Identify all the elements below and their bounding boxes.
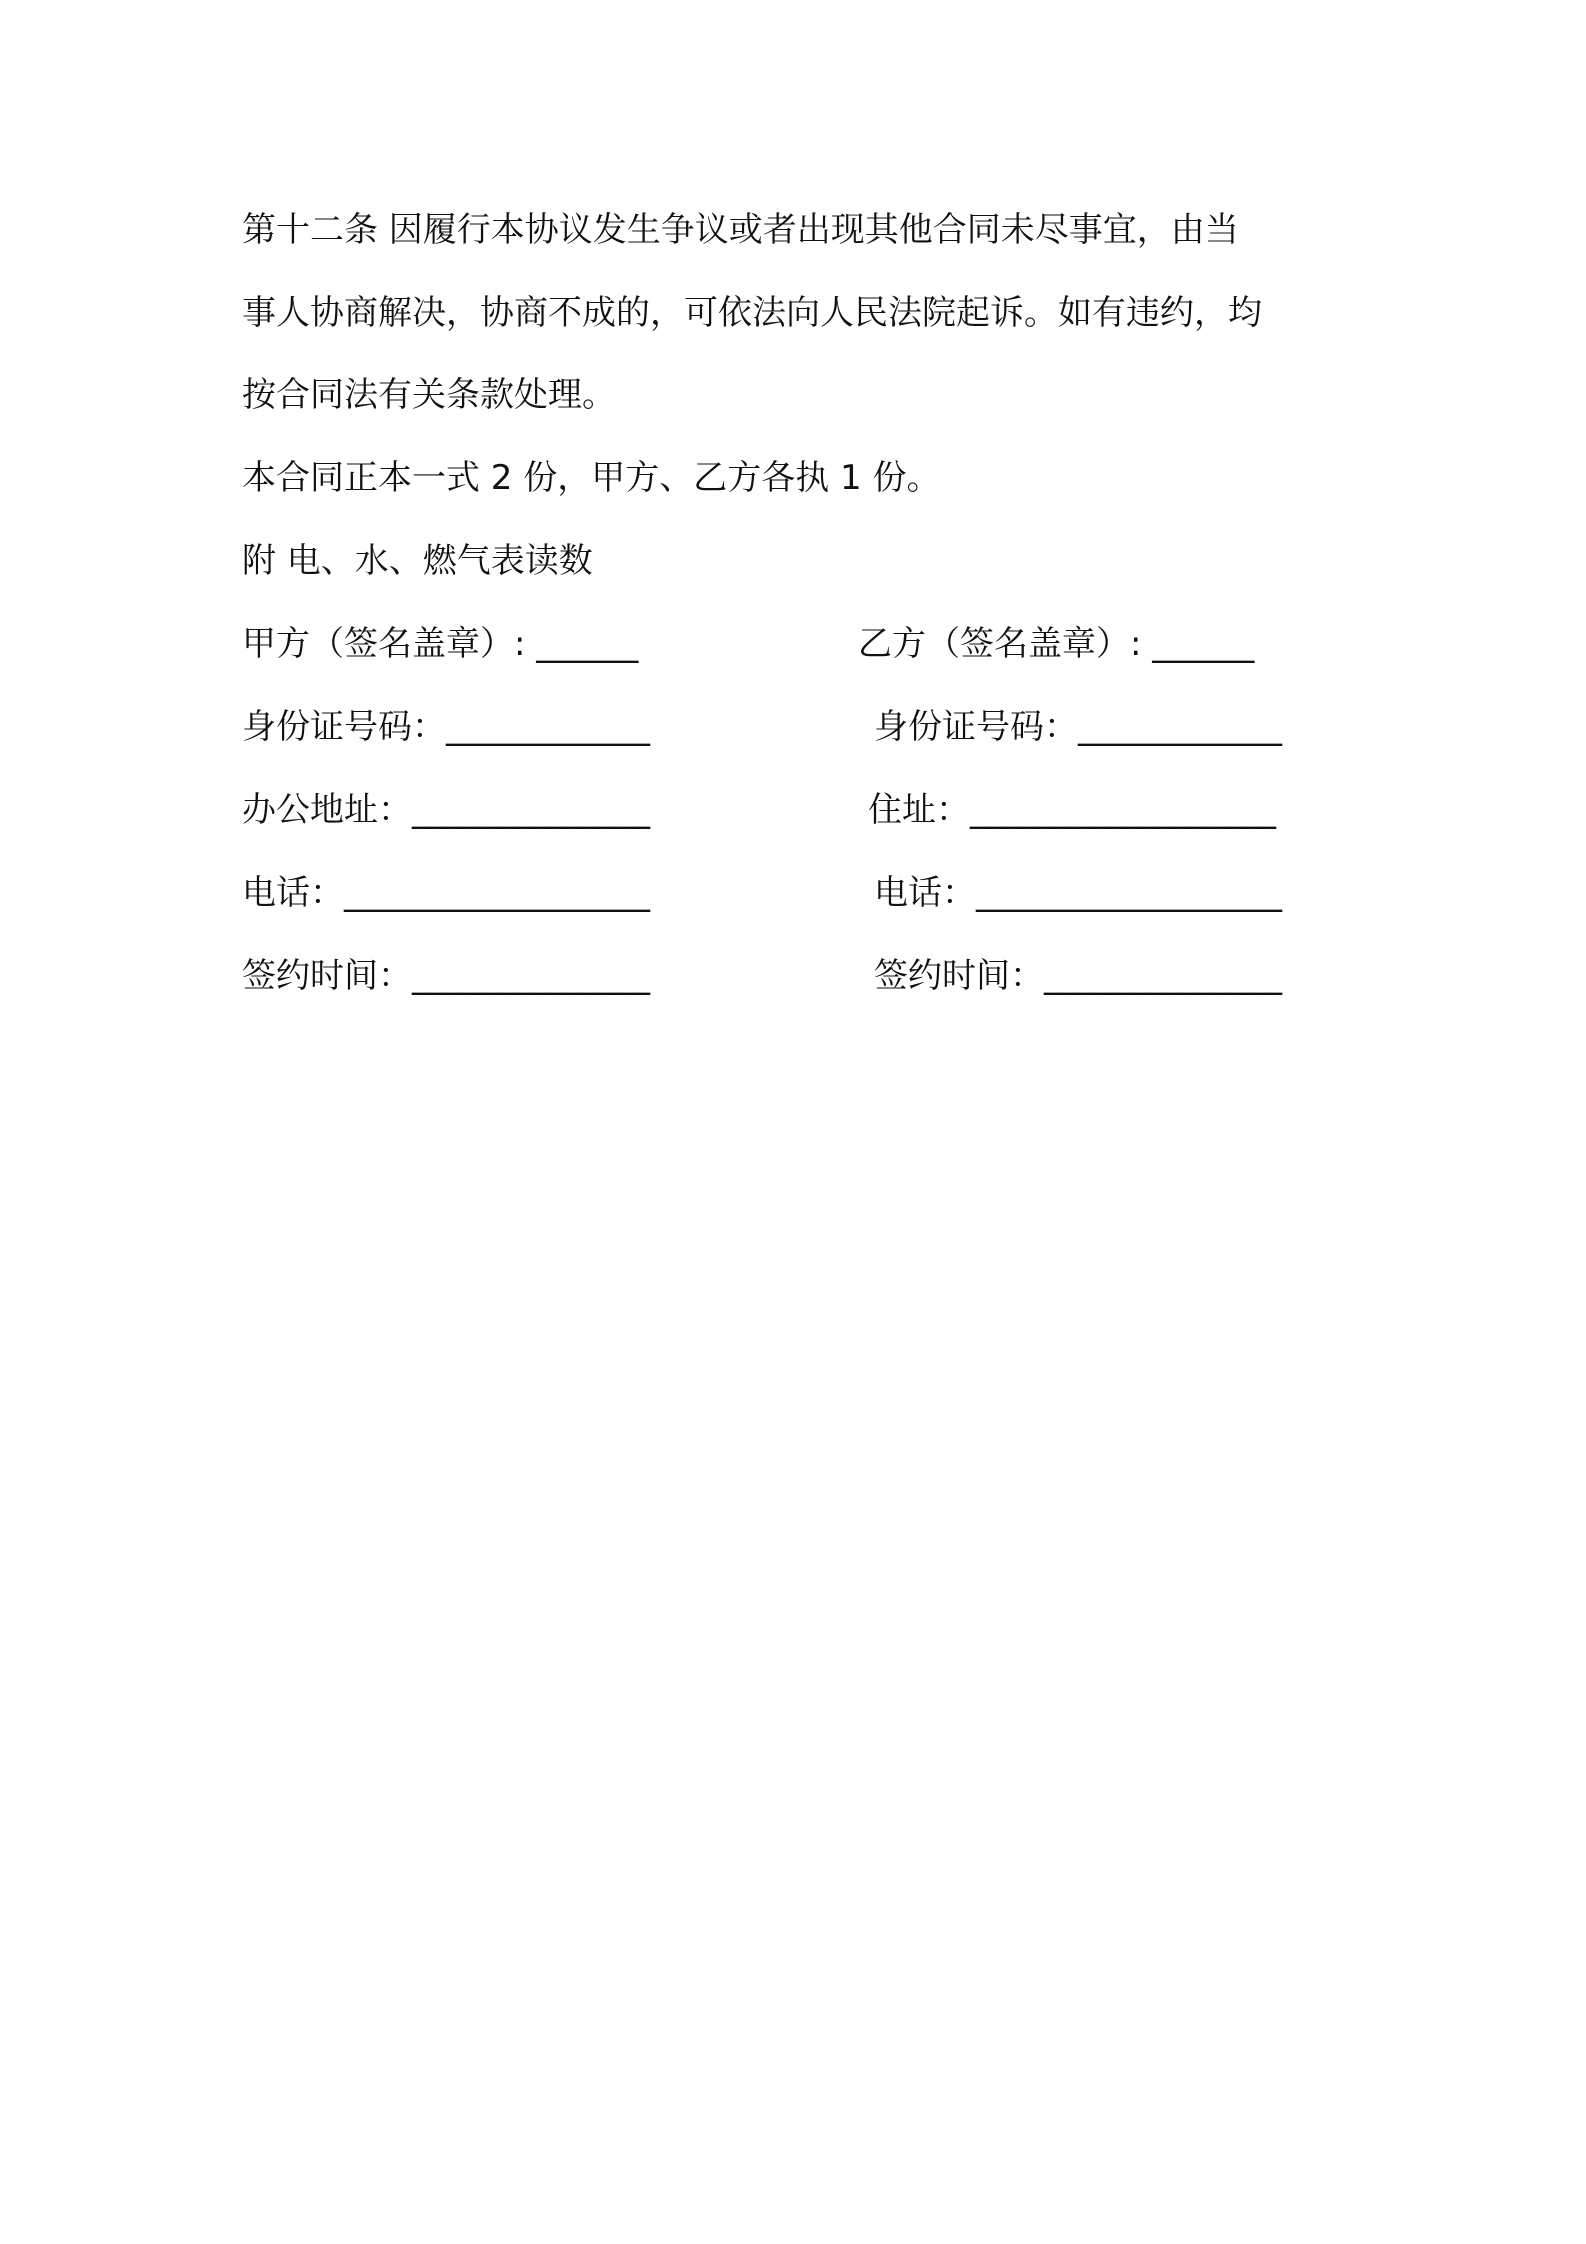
party-a-signing-time: 签约时间：______________ [242,956,650,996]
copies-clause: 本合同正本一式 2 份，甲方、乙方各执 1 份。 [242,458,941,498]
attachment-line: 附 电、水、燃气表读数 [242,541,593,581]
article-12-line-2: 事人协商解决，协商不成的，可依法向人民法院起诉。如有违约，均 [242,293,1262,333]
article-12-line-1: 第十二条 因履行本协议发生争议或者出现其他合同未尽事宜，由当 [242,210,1239,250]
party-a-id-number: 身份证号码：____________ [242,707,650,747]
party-b-signature: 乙方（签名盖章）: ______ [858,624,1255,664]
party-b-address: 住址：__________________ [868,790,1276,830]
party-b-signing-time: 签约时间：______________ [874,956,1282,996]
party-b-id-number: 身份证号码：____________ [874,707,1282,747]
article-12-line-3: 按合同法有关条款处理。 [242,375,616,415]
party-a-office-address: 办公地址：______________ [242,790,650,830]
party-a-phone: 电话：__________________ [242,873,650,913]
party-a-signature: 甲方（签名盖章）: ______ [242,624,639,664]
party-b-phone: 电话：__________________ [874,873,1282,913]
